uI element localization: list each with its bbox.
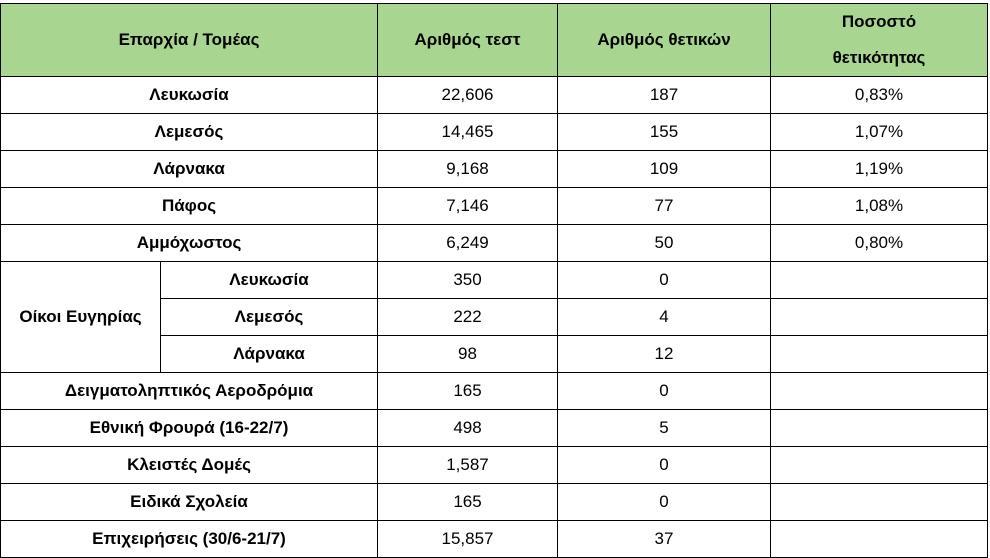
sector-name: Εθνική Φρουρά (16-22/7)	[1, 410, 378, 447]
table-row	[1, 410, 988, 447]
header-rate-line1: Ποσοστό	[841, 12, 917, 31]
table-row	[1, 484, 988, 521]
tests-value: 15,857	[378, 521, 558, 558]
care-homes-group-label: Οίκοι Ευγηρίας	[1, 262, 161, 373]
sector-name: Κλειστές Δομές	[1, 447, 378, 484]
care-home-district: Λευκωσία	[161, 262, 378, 299]
tests-value: 350	[378, 262, 558, 299]
rate-value-empty	[771, 484, 988, 521]
positives-value: 0	[558, 262, 771, 299]
table-row	[1, 225, 988, 262]
positives-value: 187	[558, 77, 771, 114]
tests-value: 22,606	[378, 77, 558, 114]
header-positives: Αριθμός θετικών	[558, 4, 771, 77]
tests-value: 222	[378, 299, 558, 336]
tests-value: 98	[378, 336, 558, 373]
table-row	[1, 188, 988, 225]
district-name: Λευκωσία	[1, 77, 378, 114]
rate-value-empty	[771, 521, 988, 558]
tests-value: 7,146	[378, 188, 558, 225]
sector-name: Ειδικά Σχολεία	[1, 484, 378, 521]
table-row	[1, 114, 988, 151]
positives-value: 4	[558, 299, 771, 336]
tests-value: 14,465	[378, 114, 558, 151]
sector-name: Δειγματοληπτικός Αεροδρόμια	[1, 373, 378, 410]
care-home-district: Λεμεσός	[161, 299, 378, 336]
header-row	[1, 4, 988, 77]
table-body	[1, 77, 988, 558]
district-name: Πάφος	[1, 188, 378, 225]
rate-value-empty	[771, 336, 988, 373]
positives-value: 0	[558, 447, 771, 484]
table-row	[1, 521, 988, 558]
positives-value: 12	[558, 336, 771, 373]
district-name: Αμμόχωστος	[1, 225, 378, 262]
care-home-district: Λάρνακα	[161, 336, 378, 373]
positives-value: 109	[558, 151, 771, 188]
tests-value: 498	[378, 410, 558, 447]
header-region: Επαρχία / Τομέας	[1, 4, 378, 77]
tests-value: 165	[378, 373, 558, 410]
rate-value-empty	[771, 262, 988, 299]
rate-value: 1,19%	[771, 151, 988, 188]
table-row	[1, 373, 988, 410]
header-rate	[771, 4, 988, 77]
positives-value: 50	[558, 225, 771, 262]
tests-value: 6,249	[378, 225, 558, 262]
positives-value: 77	[558, 188, 771, 225]
header-tests: Αριθμός τεστ	[378, 4, 558, 77]
header-rate-line2: θετικότητας	[832, 48, 926, 67]
sector-name: Επιχειρήσεις (30/6-21/7)	[1, 521, 378, 558]
district-name: Λεμεσός	[1, 114, 378, 151]
table-row	[1, 262, 988, 299]
table-row	[1, 77, 988, 114]
rate-value-empty	[771, 299, 988, 336]
positives-value: 155	[558, 114, 771, 151]
rate-value-empty	[771, 447, 988, 484]
positives-value: 0	[558, 373, 771, 410]
positives-value: 5	[558, 410, 771, 447]
positives-value: 37	[558, 521, 771, 558]
covid-tests-table	[0, 3, 988, 558]
tests-value: 1,587	[378, 447, 558, 484]
rate-value-empty	[771, 410, 988, 447]
district-name: Λάρνακα	[1, 151, 378, 188]
rate-value: 1,08%	[771, 188, 988, 225]
rate-value: 0,83%	[771, 77, 988, 114]
positives-value: 0	[558, 484, 771, 521]
rate-value: 0,80%	[771, 225, 988, 262]
tests-value: 165	[378, 484, 558, 521]
table-row	[1, 151, 988, 188]
rate-value-empty	[771, 373, 988, 410]
rate-value: 1,07%	[771, 114, 988, 151]
table-header	[1, 4, 988, 77]
tests-value: 9,168	[378, 151, 558, 188]
table-row	[1, 447, 988, 484]
